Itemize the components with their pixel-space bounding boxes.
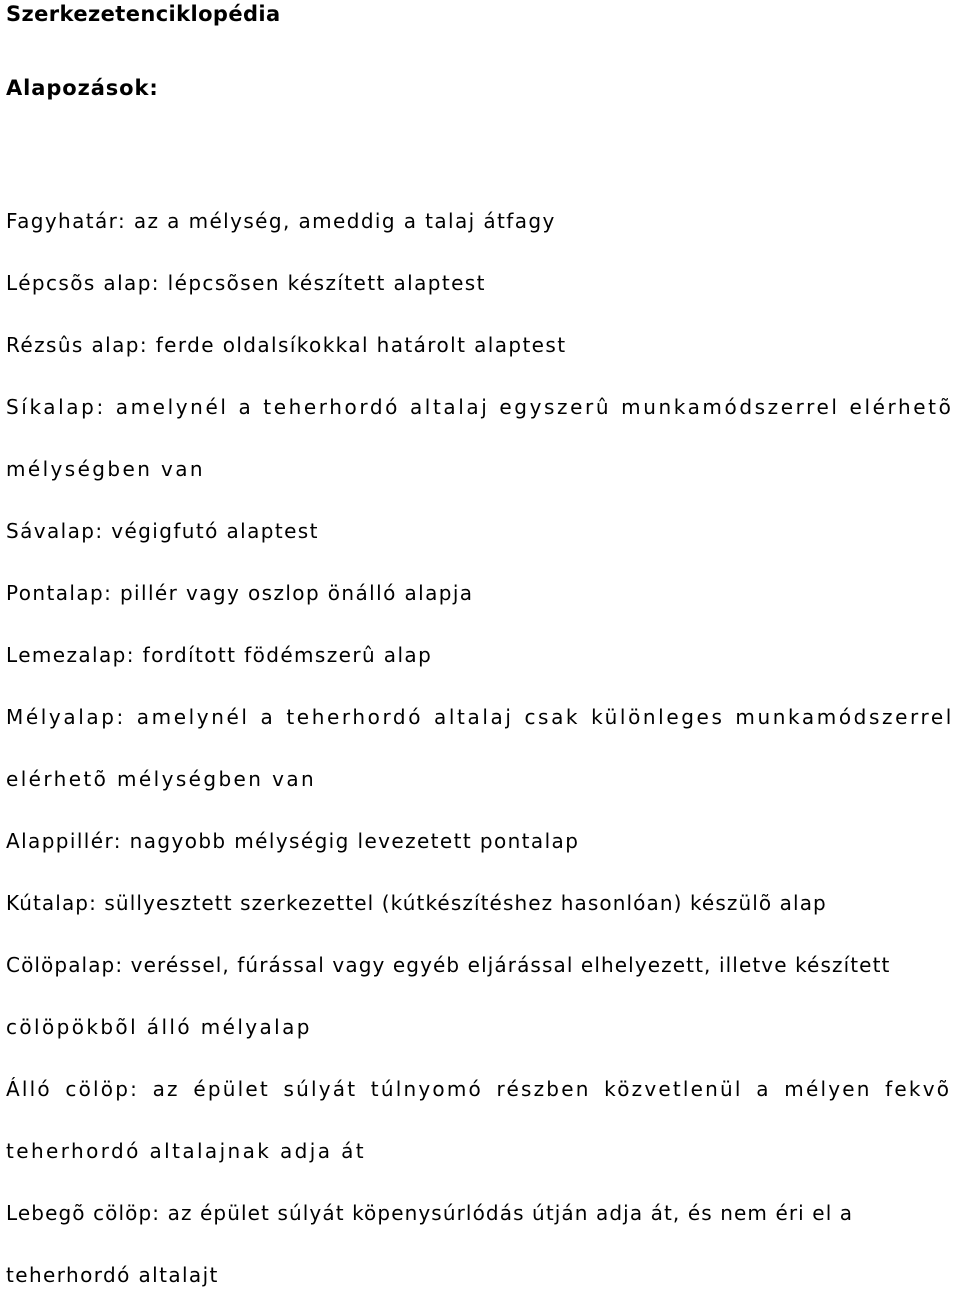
definition-line-lepcsos-alap: Lépcsõs alap: lépcsõsen készített alaptest: [6, 271, 486, 295]
definition-line-lemezalap: Lemezalap: fordított födémszerû alap: [6, 643, 433, 667]
definition-line-kutalap: Kútalap: süllyesztett szerkezettel (kútkészítéshez hasonlóan) készülõ alap: [6, 891, 827, 915]
section-heading: Alapozások:: [6, 76, 159, 100]
definition-line-colopalap-cont: cölöpökbõl álló mélyalap: [6, 1015, 312, 1039]
definition-line-fagyhatar: Fagyhatár: az a mélység, ameddig a talaj átfagy: [6, 209, 556, 233]
definition-line-rezsus-alap: Rézsûs alap: ferde oldalsíkokkal határolt alaptest: [6, 333, 567, 357]
definition-line-savalap: Sávalap: végigfutó alaptest: [6, 519, 319, 543]
definition-line-melyalap: Mélyalap: amelynél a teherhordó altalaj csak különleges munkamódszerrel: [6, 705, 954, 729]
definition-line-sikalap-cont: mélységben van: [6, 457, 206, 481]
definition-line-colopalap: Cölöpalap: veréssel, fúrással vagy egyéb eljárással elhelyezett, illetve készített: [6, 953, 891, 977]
definition-line-allo-colop: Álló cölöp: az épület súlyát túlnyomó részben közvetlenül a mélyen fekvõ: [6, 1077, 952, 1101]
definition-line-pontalap: Pontalap: pillér vagy oszlop önálló alapja: [6, 581, 474, 605]
definition-line-lebego-colop-cont: teherhordó altalajt: [6, 1263, 219, 1287]
definition-line-melyalap-cont: elérhetõ mélységben van: [6, 767, 317, 791]
definition-line-lebego-colop: Lebegõ cölöp: az épület súlyát köpenysúrlódás útján adja át, és nem éri el a: [6, 1201, 854, 1225]
definition-list: [6, 190, 956, 1306]
definition-line-allo-colop-cont: teherhordó altalajnak adja át: [6, 1139, 367, 1163]
document-title: Szerkezetenciklopédia: [6, 2, 281, 26]
definition-line-sikalap: Síkalap: amelynél a teherhordó altalaj egyszerû munkamódszerrel elérhetõ: [6, 395, 954, 419]
definition-line-alappiller: Alappillér: nagyobb mélységig levezetett pontalap: [6, 829, 580, 853]
